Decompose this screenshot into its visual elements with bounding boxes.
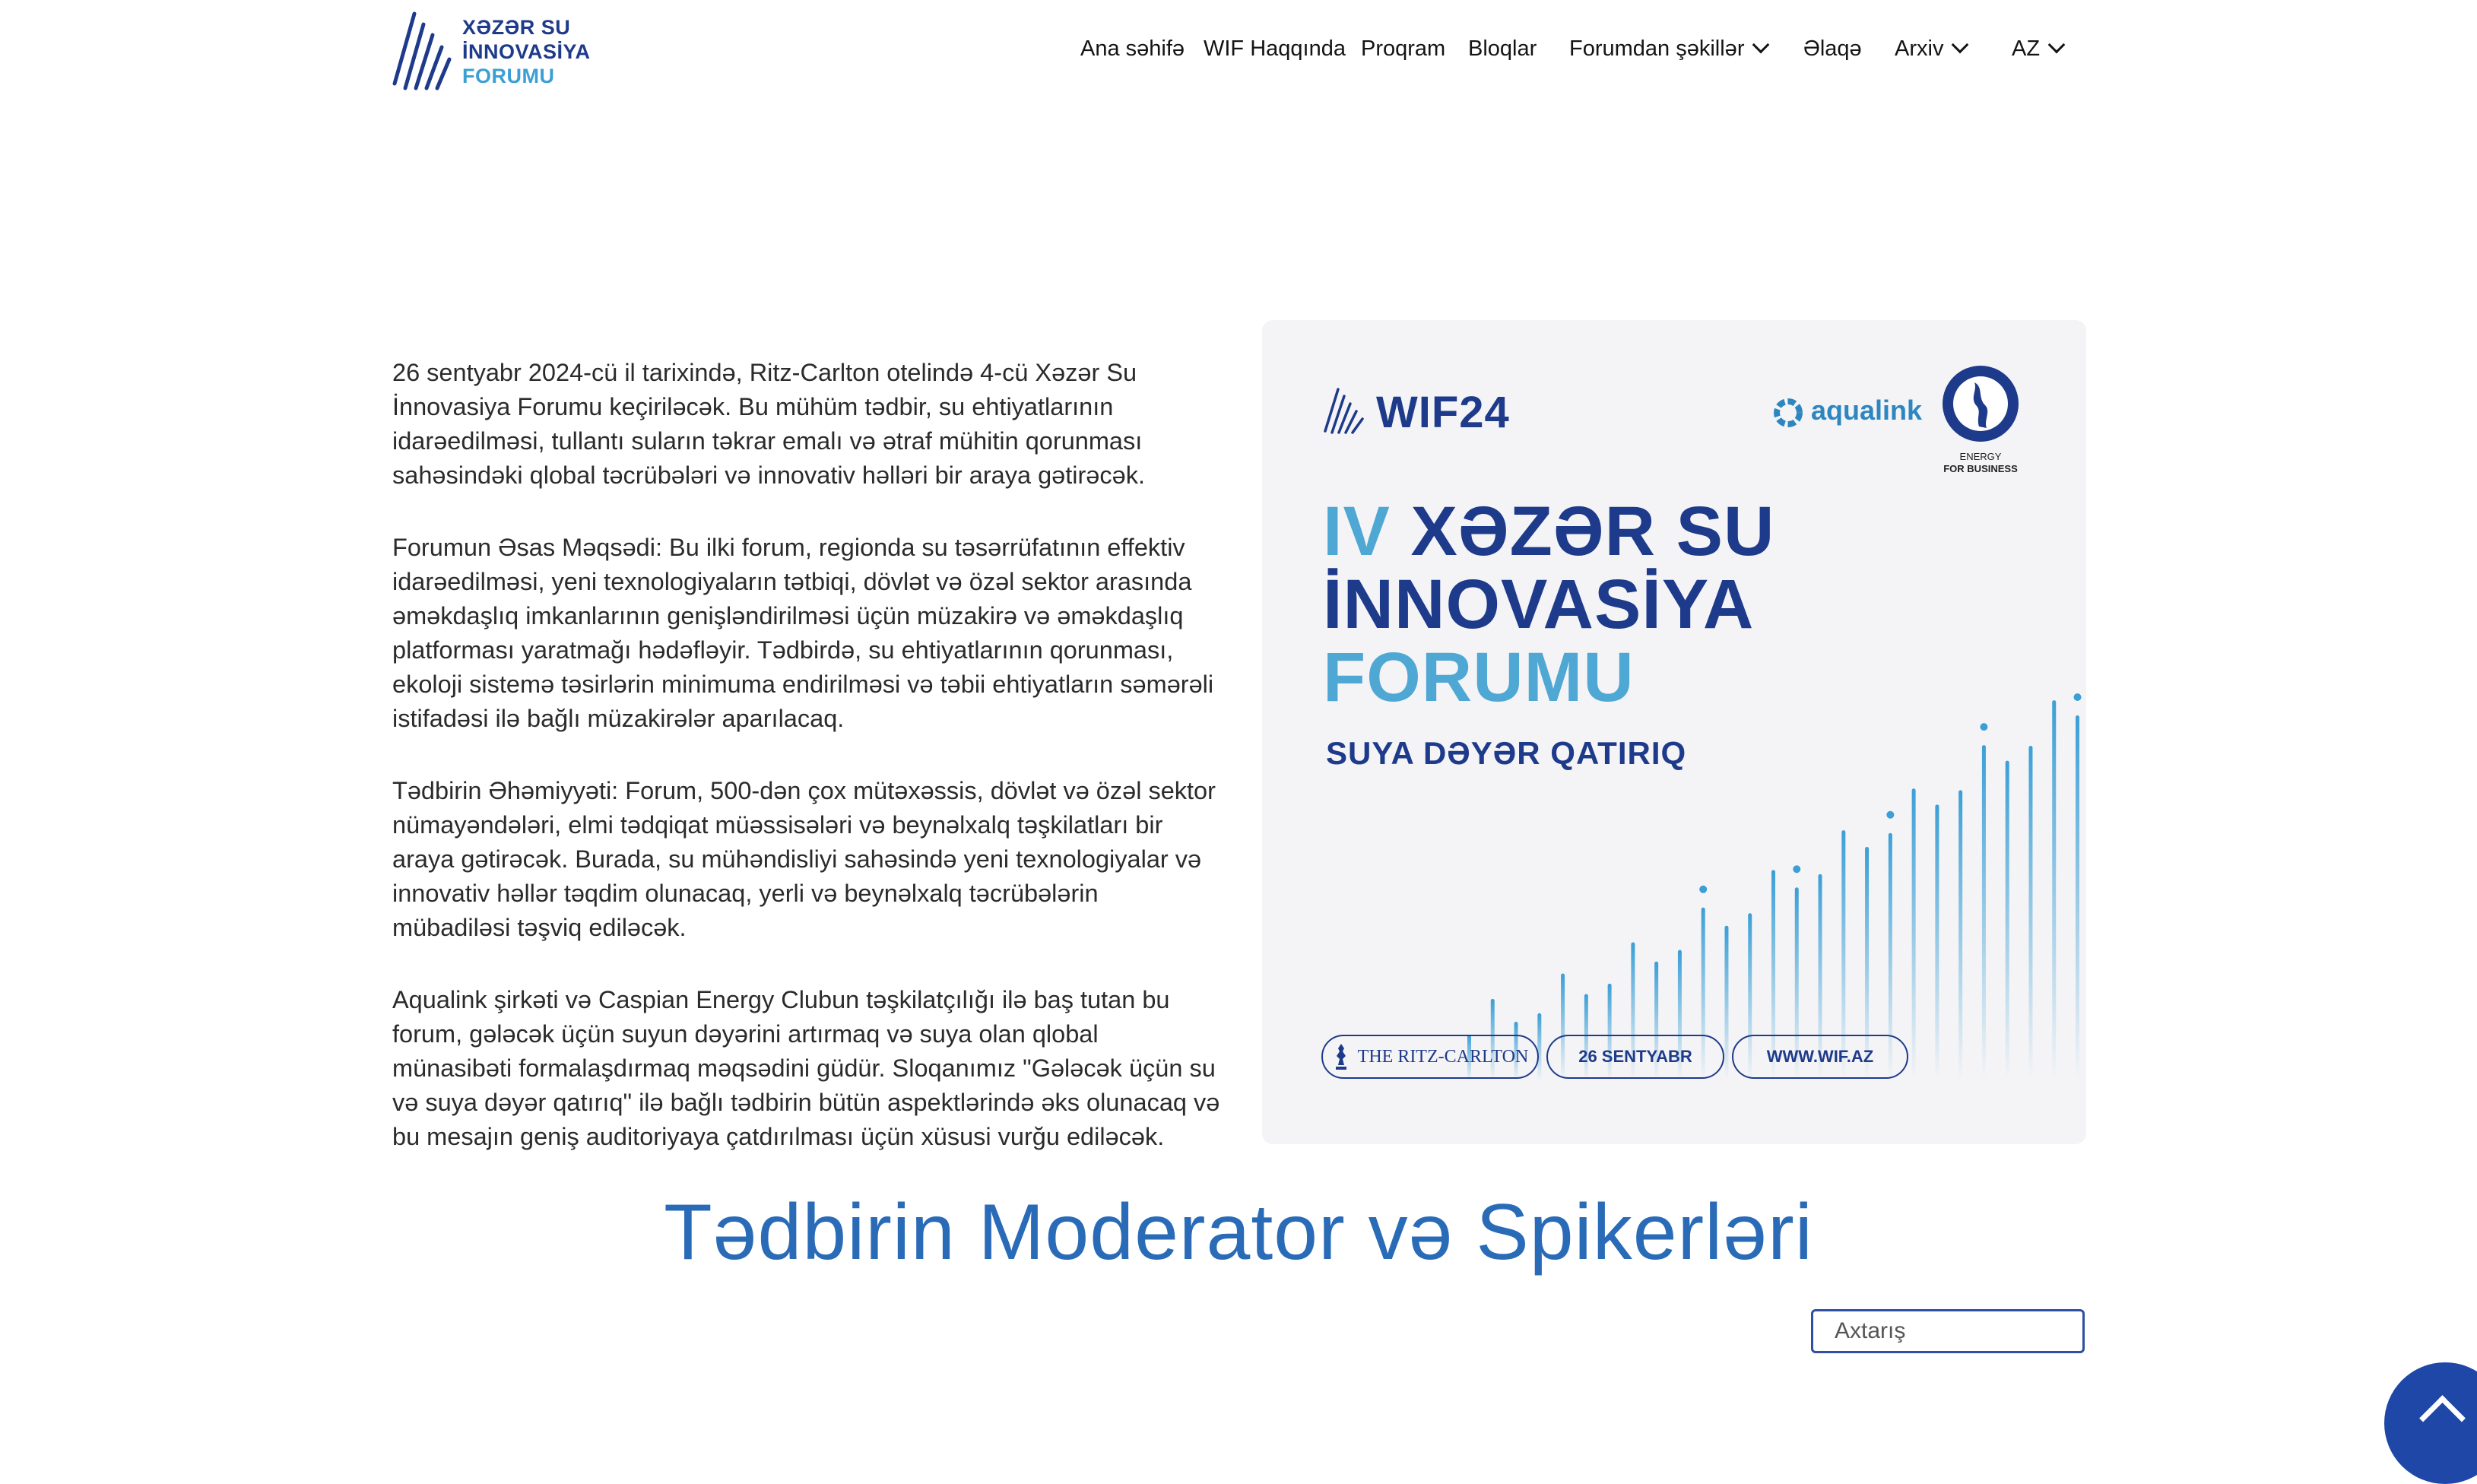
water-bar [1912,788,1916,1080]
water-drop [2074,693,2082,701]
intro-paragraph-4: Aqualink şirkəti və Caspian Energy Clubun təşkilatçılığı ilə baş tutan bu forum, gələcək üçün suyun dəyərini artırmaq və suya olan qlobal münasibəti formalaşdırmaq məqsədini güdür. Sloqanımız "Gələcək üçün su və suya dəyər qatırıq" ilə bağlı tədbirin bütün aspektlərində əks olunacaq və bu mesajın geniş auditoriyaya çatdırılması üçün xüsusi vurğu ediləcək. [392,986,1220,1150]
water-bar [1537,1013,1541,1080]
nav-photos[interactable] [1569,32,1767,65]
caspian-energy-club-logo [1935,364,2026,478]
nav-contact[interactable] [1803,32,1862,65]
water-bar [1724,926,1728,1080]
logo-line-1: XƏZƏR SU [462,16,571,39]
aqualink-label: aqualink [1811,395,1923,426]
chevron-down-icon [2048,36,2066,54]
nav-blogs[interactable] [1468,32,1537,65]
event-poster [1262,320,2086,1144]
intro-paragraph-2: Forumun Əsas Məqsədi: Bu ilki forum, regionda su təsərrüfatının effektiv idarəedilməsi, yeni texnologiyaların tətbiqi, dövlət və özəl sektor arasında əməkdaşlıq imkanlarının genişləndirilməsi üçün müzakirə və əməkdaşlıq platforması yaratmağı hədəfləyir. Tədbirdə, su ehtiyatlarının qorunması, ekoloji sistemə təsirlərin minimuma endirilməsi və təbii ehtiyatların səmərəli istifadəsi ilə bağlı müzakirələr aparılacaq. [392,534,1214,732]
aqualink-gear-icon [1770,395,1806,431]
intro-text [392,356,1221,1178]
venue-pill [1321,1035,1539,1079]
water-bar [1935,804,1939,1080]
nav-blogs-label: Bloqlar [1468,36,1537,61]
website-pill [1732,1035,1908,1079]
nav-about-label: WIF Haqqında [1204,36,1346,61]
chevron-up-icon [2419,1395,2466,1441]
nav-program-label: Proqram [1361,36,1446,61]
intro-paragraph-3: Tədbirin Əhəmiyyəti: Forum, 500-dən çox mütəxəssis, dövlət və özəl sektor nümayəndələri, elmi tədqiqat müəssisələri və beynəlxalq təşkilatları bir araya gətirəcək. Burada, su mühəndisliyi sahəsində yeni texnologiyalar və innovativ həllər təqdim olunacaq, yerli və beynəlxalq təcrübələrin mübadiləsi təşviq ediləcək. [392,777,1216,941]
logo-line-2: İNNOVASİYA [462,40,591,63]
nav-photos-label: Forumdan şəkillər [1569,36,1745,61]
aqualink-logo [1770,392,1922,434]
water-bar [1982,745,1986,1080]
nav-home[interactable] [1080,32,1185,65]
water-bar [2076,715,2079,1080]
poster-title-line-3: FORUMU [1323,639,1635,716]
water-bar [2052,700,2056,1080]
nav-home-label: Ana səhifə [1080,36,1185,61]
poster-title [1323,495,1774,714]
nav-language[interactable] [2012,32,2063,65]
wif24-label: WIF24 [1376,388,1510,437]
water-bar [2006,761,2009,1080]
logo-line-3: FORUMU [462,65,555,87]
scroll-to-top-button[interactable] [2384,1362,2477,1484]
nav-archive-label: Arxiv [1895,36,1944,61]
website-label: WWW.WIF.AZ [1766,1047,1874,1066]
venue-label: THE RITZ-CARLTON [1357,1046,1529,1067]
cec-tagline-1: ENERGY [1959,451,2002,462]
water-drop [1886,811,1894,819]
nav-archive[interactable] [1895,32,1966,65]
caspian-energy-club-tagline [1935,451,2026,475]
wif-mark-icon [1323,387,1365,434]
poster-slogan: SUYA DƏYƏR QATIRIQ [1326,735,1687,771]
water-bar [1958,790,1962,1080]
poster-title-line-1: XƏZƏR SU [1410,493,1775,570]
water-drop [1980,723,1987,731]
water-drop [1793,865,1800,873]
wif24-logo [1323,381,1521,437]
intro-paragraph-1: 26 sentyabr 2024-cü il tarixində, Ritz-Carlton otelində 4-cü Xəzər Su İnnovasiya Forumu keçiriləcək. Bu mühüm tədbir, su ehtiyatlarının idarəedilməsi, tullantı suların təkrar emalı və ətraf mühitin qorunması sahəsindəki qlobal təcrübələri və innovativ həlləri bir araya gətirəcək. [392,359,1145,489]
ritz-carlton-lion-icon [1332,1042,1350,1071]
cec-tagline-2: FOR BUSINESS [1943,463,2018,474]
speakers-section-title: Tədbirin Moderator və Spikerləri [664,1188,1813,1276]
main-nav [0,32,2477,65]
nav-contact-label: Əlaqə [1803,36,1862,61]
chevron-down-icon [1752,36,1770,54]
search-input[interactable] [1811,1309,2085,1353]
chevron-down-icon [1952,36,1969,54]
water-drop [1699,886,1707,893]
date-pill [1546,1035,1724,1079]
nav-about[interactable] [1204,32,1346,65]
caspian-energy-club-emblem-icon [1941,364,2020,443]
nav-language-label: AZ [2012,36,2041,61]
poster-title-line-2: İNNOVASİYA [1323,566,1755,643]
date-label: 26 SENTYABR [1578,1047,1692,1066]
nav-program[interactable] [1361,32,1445,65]
poster-title-roman: IV [1323,493,1391,570]
water-bar [2028,746,2032,1080]
